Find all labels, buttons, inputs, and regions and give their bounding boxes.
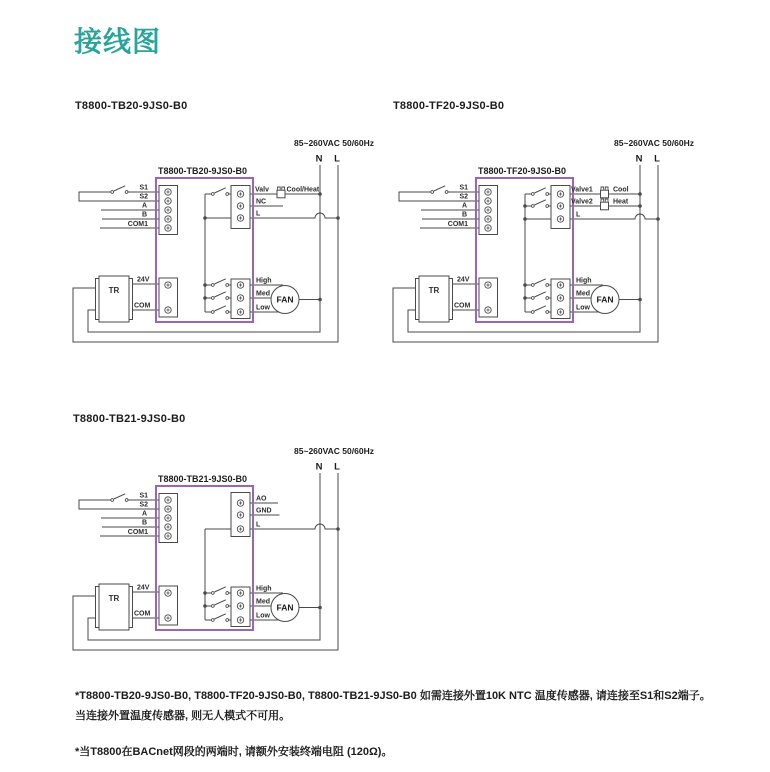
transformer [96,584,133,630]
cool-valve-icon [601,187,609,198]
thermostat-model-label: T8800-TF20-9JS0-B0 [478,166,567,176]
sensor-terminal-block [479,186,498,235]
device-label-cool: Cool [613,186,629,194]
terminal-label-s1: S1 [459,184,468,192]
terminal-label-s1: S1 [139,492,148,500]
power-rating-label: 85~260VAC 50/60Hz [614,138,694,148]
heat-valve-icon [601,199,609,210]
terminal-label-a: A [141,202,147,210]
terminal-label-s1: S1 [139,184,148,192]
wiring-diagram-tb20 [70,132,380,364]
diagram2-heading: T8800-TF20-9JS0-B0 [393,100,505,112]
device-label-coolheat: Cool/Heat [286,186,320,194]
fan-terminal-block [231,587,250,627]
footnote-bacnet: *当T8800在BACnet网段的两端时, 请额外安装终端电阻 (120Ω)。 [75,746,393,758]
power-terminal-block [159,586,178,625]
live-label: L [334,153,340,165]
fan-label-high: High [256,277,272,285]
terminal-label-24v: 24V [137,276,150,284]
power-rating-label: 85~260VAC 50/60Hz [294,446,374,456]
fan-label-med: Med [256,290,270,298]
terminal-label-a: A [461,202,467,210]
fan-label: FAN [596,294,614,305]
fan-label: FAN [276,602,294,613]
terminal-label-valv: Valv [255,186,270,194]
terminal-label-valve2: Valve2 [571,198,593,206]
terminal-label-l: L [256,210,261,218]
transformer-label: TR [108,594,120,603]
fan-label-med: Med [256,598,270,606]
transformer [96,276,133,322]
analog-output-terminal-block [231,493,250,537]
terminal-label-com: COM [454,302,471,310]
terminal-label-b: B [141,519,147,527]
terminal-label-com1: COM1 [447,221,468,228]
fan-terminal-block [231,279,250,319]
power-rating-label: 85~260VAC 50/60Hz [294,138,374,148]
transformer [416,276,453,322]
fan-terminal-block [551,279,570,319]
power-terminal-block [159,278,178,317]
terminal-label-com: COM [134,610,151,618]
fan-label-high: High [256,585,272,593]
terminal-label-ao: AO [256,495,267,503]
fan-label-high: High [576,277,592,285]
live-label: L [654,153,660,165]
terminal-label-s2: S2 [459,193,468,201]
power-terminal-block [479,278,498,317]
terminal-label-valve1: Valve1 [571,186,593,194]
device-label-heat: Heat [613,198,629,206]
terminal-label-s2: S2 [139,501,148,509]
neutral-label: N [315,153,323,165]
diagram3-heading: T8800-TB21-9JS0-B0 [73,413,186,425]
transformer-label: TR [428,286,440,295]
thermostat-model-label: T8800-TB21-9JS0-B0 [158,474,248,484]
page-title: 接线图 [74,26,162,57]
junction-dots [203,527,340,609]
terminal-label-a: A [141,510,147,518]
fan-motor [591,286,619,314]
terminal-label-l: L [256,521,261,529]
valve-terminal-block [231,186,250,229]
terminal-label-com: COM [134,302,151,310]
transformer-label: TR [108,286,120,295]
terminal-label-gnd: GND [256,507,272,515]
terminal-label-b: B [461,211,467,219]
terminal-label-nc: NC [256,198,267,206]
diagram1-heading: T8800-TB20-9JS0-B0 [75,100,188,112]
thermostat-model-label: T8800-TB20-9JS0-B0 [158,166,248,176]
footnote-sensor: *T8800-TB20-9JS0-B0, T8800-TF20-9JS0-B0, T8800-TB21-9JS0-B0 如需连接外置10K NTC 温度传感器, 请连接至S1和S2端子。当连接外置温度传感器, 则无人模式不可用。 [75,690,711,722]
fan-label: FAN [276,294,294,305]
fan-label-low: Low [256,612,270,620]
fan-label-low: Low [576,304,590,312]
terminal-label-24v: 24V [137,584,150,592]
wiring-diagram-tf20 [390,132,700,364]
terminal-label-l: L [576,211,581,219]
terminal-label-com1: COM1 [127,221,148,228]
sensor-terminal-block [159,494,178,543]
neutral-label: N [635,153,643,165]
terminal-label-s2: S2 [139,193,148,201]
fan-label-low: Low [256,304,270,312]
wiring-diagram-tb21 [70,440,380,672]
terminal-label-24v: 24V [457,276,470,284]
cool-heat-valve-icon [277,187,285,198]
terminal-label-com1: COM1 [127,529,148,536]
live-label: L [334,461,340,473]
fan-motor [271,286,299,314]
neutral-label: N [315,461,323,473]
fan-label-med: Med [576,290,590,298]
sensor-terminal-block [159,186,178,235]
terminal-label-b: B [141,211,147,219]
valve-terminal-block [551,186,570,229]
fan-motor [271,594,299,622]
